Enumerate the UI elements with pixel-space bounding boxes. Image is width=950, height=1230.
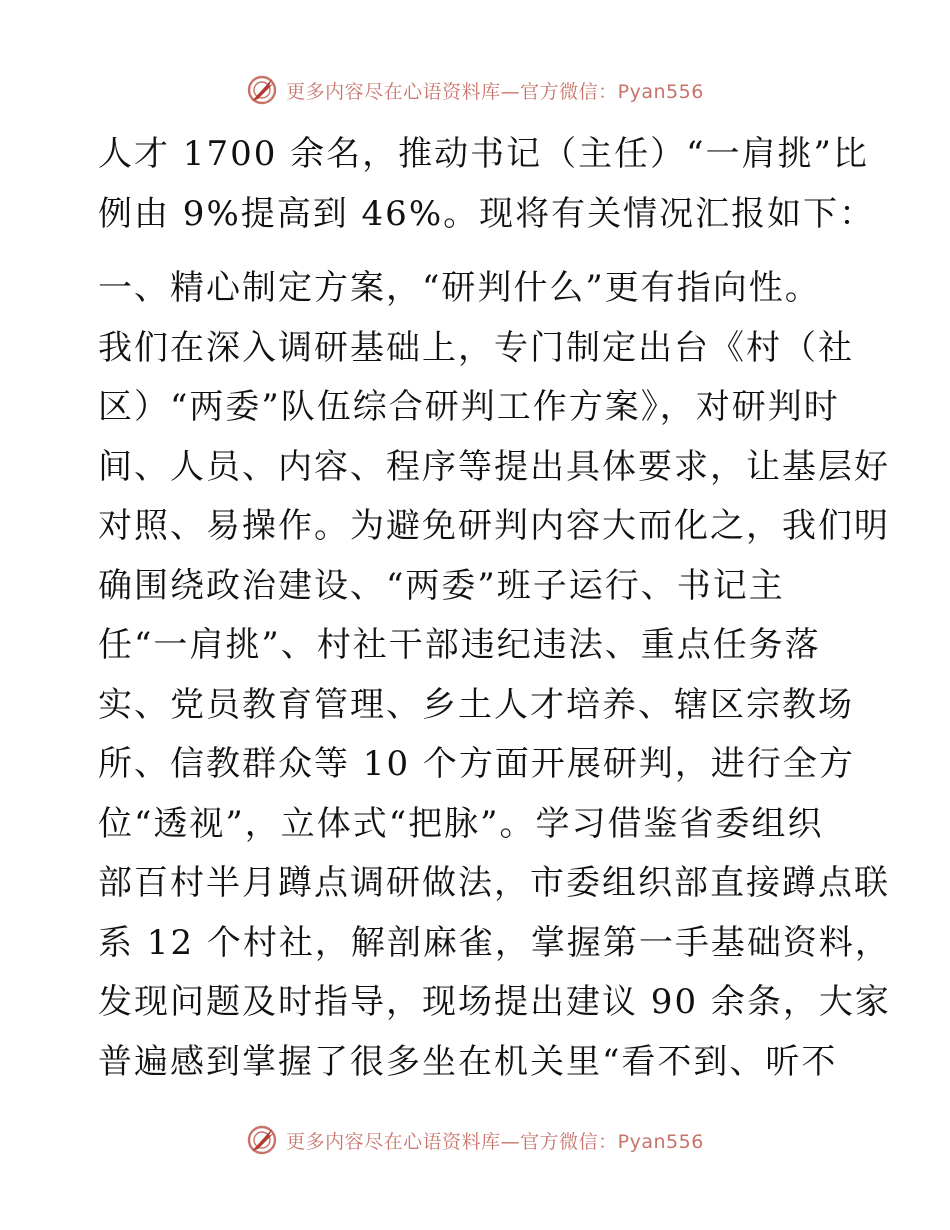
text-line: 部百村半月蹲点调研做法，市委组织部直接蹲点联 — [98, 863, 890, 903]
section-heading: 一、精心制定方案，“研判什么”更有指向性。 — [98, 268, 821, 308]
watermark-text: 更多内容尽在心语资料库—官方微信：Pyan556 — [286, 80, 704, 103]
text-line: 位“透视”，立体式“把脉”。学习借鉴省委组织 — [98, 803, 824, 844]
text-line: 区）“两委”队伍综合研判工作方案》，对研判时 — [98, 387, 840, 427]
document-body — [98, 125, 891, 1092]
quill-logo-icon — [246, 74, 278, 106]
text-line: 系 12 个村社，解剖麻雀，掌握第一手基础资料， — [98, 922, 891, 963]
text-line: 任“一肩挑”、村社干部违纪违法、重点任务落 — [98, 625, 821, 665]
text-line: 普遍感到掌握了很多坐在机关里“看不到、听不 — [98, 1041, 838, 1082]
quill-logo-icon — [246, 1124, 278, 1156]
text-line: 发现问题及时指导，现场提出建议 90 余条，大家 — [98, 982, 891, 1022]
text-line: 人才 1700 余名，推动书记（主任）“一肩挑”比 — [98, 134, 869, 174]
header-watermark — [0, 70, 950, 110]
text-line: 所、信教群众等 10 个方面开展研判，进行全方 — [98, 744, 855, 784]
text-line: 实、党员教育管理、乡土人才培养、辖区宗教场 — [98, 684, 854, 725]
text-line: 对照、易操作。为避免研判内容大而化之，我们明 — [98, 506, 890, 546]
footer-watermark — [0, 1120, 950, 1160]
watermark-text: 更多内容尽在心语资料库—官方微信：Pyan556 — [286, 1130, 704, 1153]
text-line: 我们在深入调研基础上，专门制定出台《村（社 — [98, 327, 854, 368]
text-line: 确围绕政治建设、“两委”班子运行、书记主 — [98, 565, 785, 606]
text-line: 间、人员、内容、程序等提出具体要求，让基层好 — [98, 446, 890, 487]
text-line: 例由 9%提高到 46%。现将有关情况汇报如下： — [98, 193, 876, 234]
